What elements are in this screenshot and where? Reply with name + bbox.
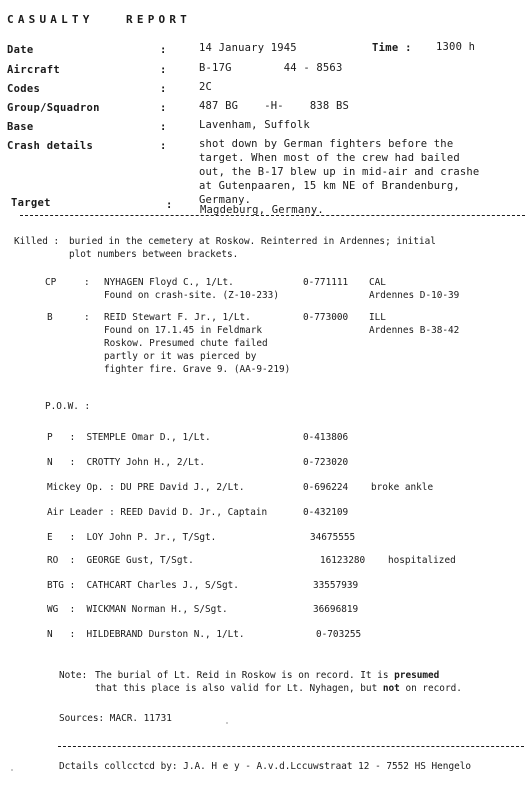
pow-serial: 0-723020 xyxy=(303,457,349,468)
base-colon: : xyxy=(160,121,167,133)
crash-details-label: Crash details xyxy=(7,140,94,152)
crew-position: B xyxy=(47,312,53,323)
date-colon: : xyxy=(160,44,167,56)
codes-colon: : xyxy=(160,83,167,95)
pow-serial: 34675555 xyxy=(310,532,356,543)
pow-serial: 33557939 xyxy=(313,580,359,591)
aircraft-value: B-17G 44 - 8563 xyxy=(199,62,343,74)
crew-serial: 0-773000 xyxy=(303,312,349,323)
killed-text: buried in the cemetery at Roskow. Reinterred in Ardennes; initial xyxy=(69,236,436,247)
base-label: Base xyxy=(7,121,34,133)
crew-name: REID Stewart F. Jr., 1/Lt. xyxy=(104,312,251,323)
crew-grave: Ardennes B-38-42 xyxy=(369,325,460,336)
note-line: that this place is also valid for Lt. Nyhagen, but not on record. xyxy=(95,683,462,694)
pow-entry: BTG : CATHCART Charles J., S/Sgt. xyxy=(47,580,239,591)
paper-speck xyxy=(11,769,13,771)
crew-home-state: ILL xyxy=(369,312,386,323)
report-title: CASUALTY REPORT xyxy=(7,13,191,26)
date-value: 14 January 1945 xyxy=(199,42,297,54)
note-label: Note: xyxy=(59,670,88,681)
pow-entry: N : CROTTY John H., 2/Lt. xyxy=(47,457,206,468)
note-line: The burial of Lt. Reid in Roskow is on record. It is presumed xyxy=(95,670,440,681)
crew-detail: Roskow. Presumed chute failed xyxy=(104,338,268,349)
crew-grave: Ardennes D-10-39 xyxy=(369,290,460,301)
paper-speck xyxy=(226,722,228,724)
pow-entry: RO : GEORGE Gust, T/Sgt. xyxy=(47,555,194,566)
killed-label: Killed : xyxy=(14,236,60,247)
pow-entry: E : LOY John P. Jr., T/Sgt. xyxy=(47,532,217,543)
crew-detail: Found on 17.1.45 in Feldmark xyxy=(104,325,263,336)
crew-detail: Found on crash-site. (Z-10-233) xyxy=(104,290,279,301)
pow-entry: N : HILDEBRAND Durston N., 1/Lt. xyxy=(47,629,245,640)
crew-separator: : xyxy=(84,277,90,288)
pow-label: P.O.W. : xyxy=(45,401,91,412)
header-divider xyxy=(20,215,525,216)
crash-details-colon: : xyxy=(160,140,167,152)
aircraft-label: Aircraft xyxy=(7,64,60,76)
pow-entry: WG : WICKMAN Norman H., S/Sgt. xyxy=(47,604,228,615)
target-value: Magdeburg, Germany. xyxy=(200,204,324,216)
sources-line: Sources: MACR. 11731 xyxy=(59,713,172,724)
time-label: Time : xyxy=(372,42,412,54)
crew-separator: : xyxy=(84,312,90,323)
pow-serial: 16123280 xyxy=(320,555,366,566)
target-label: Target xyxy=(11,197,51,209)
crash-details-line: target. When most of the crew had bailed xyxy=(199,152,460,164)
crew-detail: partly or it was pierced by xyxy=(104,351,257,362)
pow-serial: 36696819 xyxy=(313,604,359,615)
emphasis: presumed xyxy=(394,670,440,681)
footer-divider xyxy=(58,746,524,747)
group-squadron-value: 487 BG -H- 838 BS xyxy=(199,100,349,112)
crash-details-line: shot down by German fighters before the xyxy=(199,138,454,150)
base-value: Lavenham, Suffolk xyxy=(199,119,310,131)
target-colon: : xyxy=(166,199,173,211)
pow-serial: 0-703255 xyxy=(316,629,362,640)
crew-position: CP xyxy=(45,277,57,288)
emphasis: not xyxy=(382,683,400,694)
date-label: Date xyxy=(7,44,34,56)
collected-by-line: Dctails collcctcd by: J.A. H e y - A.v.d.Lccuwstraat 12 - 7552 HS Hengelo xyxy=(59,761,472,772)
crew-serial: 0-771111 xyxy=(303,277,349,288)
crash-details-line: out, the B-17 blew up in mid-air and crashe xyxy=(199,166,480,178)
codes-label: Codes xyxy=(7,83,41,95)
pow-entry: Air Leader : REED David D. Jr., Captain xyxy=(47,507,268,518)
time-value: 1300 h xyxy=(436,41,476,53)
pow-serial: 0-696224 xyxy=(303,482,349,493)
crash-details-line: at Gutenpaaren, 15 km NE of Brandenburg, xyxy=(199,180,460,192)
group-squadron-label: Group/Squadron xyxy=(7,102,100,114)
pow-note: broke ankle xyxy=(371,482,434,493)
killed-text: plot numbers between brackets. xyxy=(69,249,239,260)
crew-name: NYHAGEN Floyd C., 1/Lt. xyxy=(104,277,234,288)
pow-entry: P : STEMPLE Omar D., 1/Lt. xyxy=(47,432,211,443)
group-squadron-colon: : xyxy=(160,102,167,114)
codes-value: 2C xyxy=(199,81,213,93)
pow-serial: 0-413806 xyxy=(303,432,349,443)
pow-note: hospitalized xyxy=(388,555,456,566)
pow-serial: 0-432109 xyxy=(303,507,349,518)
crew-home-state: CAL xyxy=(369,277,386,288)
pow-entry: Mickey Op. : DU PRE David J., 2/Lt. xyxy=(47,482,245,493)
aircraft-colon: : xyxy=(160,64,167,76)
crew-detail: fighter fire. Grave 9. (AA-9-219) xyxy=(104,364,291,375)
crash-details-line: Germany. xyxy=(199,194,252,206)
